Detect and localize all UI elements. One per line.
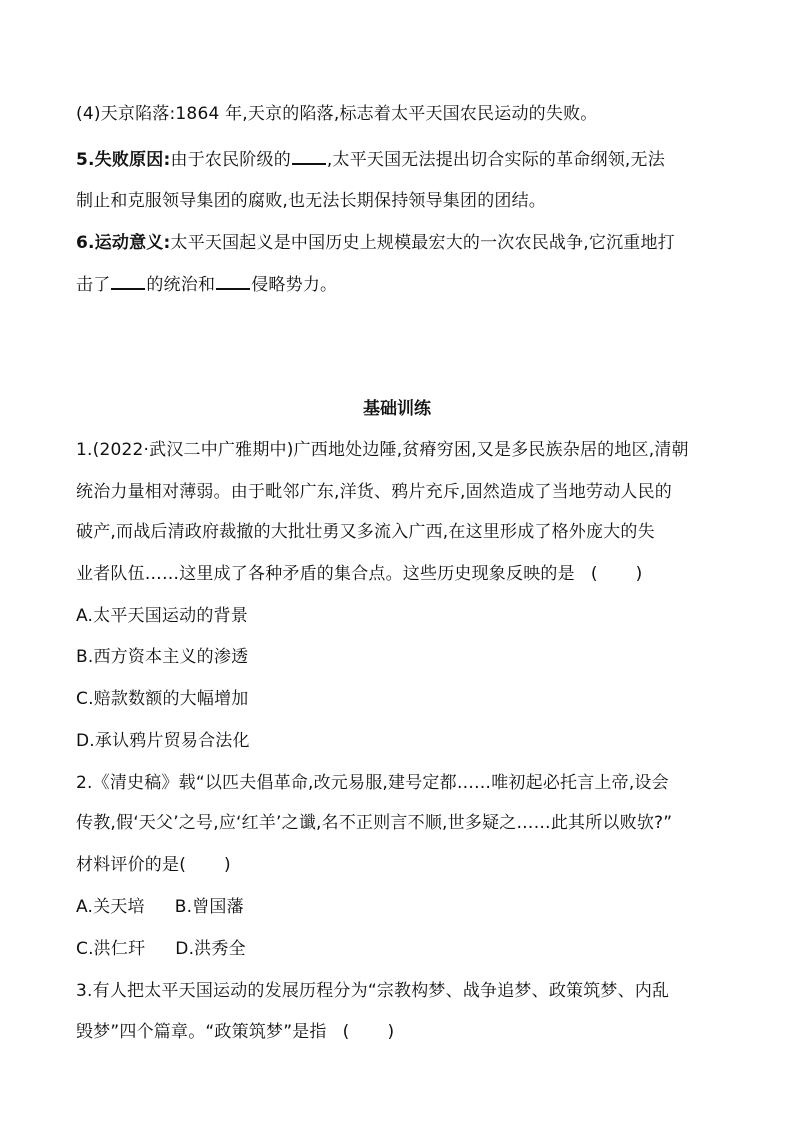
q3-line-2 bbox=[76, 1021, 394, 1043]
item-5-text-a: 由于农民阶级的 bbox=[170, 150, 291, 170]
q1-option-c[interactable]: C.赔款数额的大幅增加 bbox=[76, 689, 249, 709]
q2-option-d[interactable]: D.洪秀全 bbox=[175, 939, 246, 959]
summary-item-5-line-1 bbox=[76, 148, 665, 171]
q3-line-2-text: 毁梦”四个篇章。“政策筑梦”是指 bbox=[76, 1022, 327, 1042]
q1-line-4 bbox=[76, 563, 643, 585]
q2-line-1: 2.《清史稿》载“以匹夫倡革命,改元易服,建号定都……唯初起必托言上帝,设会 bbox=[76, 773, 669, 793]
answer-paren-open: ( bbox=[590, 564, 598, 584]
item-5-text-b: ,太平天国无法提出切合实际的革命纲领,无法 bbox=[326, 150, 665, 170]
answer-paren-open: ( bbox=[342, 1022, 350, 1042]
q2-line-3 bbox=[76, 854, 231, 876]
item-6-text-c2: 侵略势力。 bbox=[251, 275, 338, 295]
answer-blank[interactable] bbox=[111, 273, 145, 290]
q1-line-3: 破产,而战后清政府裁撤的大批壮勇又多流入广西,在这里形成了格外庞大的失 bbox=[76, 522, 655, 542]
q2-option-a[interactable]: A.关天培 bbox=[76, 897, 145, 917]
summary-item-4: (4)天京陷落:1864 年,天京的陷落,标志着太平天国农民运动的失败。 bbox=[76, 104, 598, 124]
answer-paren-close: ) bbox=[635, 564, 643, 584]
q1-option-d[interactable]: D.承认鸦片贸易合法化 bbox=[76, 731, 250, 751]
q2-options-row-1 bbox=[76, 896, 244, 918]
q2-options-row-2 bbox=[76, 938, 246, 960]
summary-item-6-line-2 bbox=[76, 273, 337, 296]
q2-option-c[interactable]: C.洪仁玕 bbox=[76, 939, 146, 959]
item-6-text-a2: 击了 bbox=[76, 275, 111, 295]
q1-option-b[interactable]: B.西方资本主义的渗透 bbox=[76, 647, 249, 667]
answer-blank[interactable] bbox=[292, 148, 326, 165]
q2-line-3-text: 材料评价的是( bbox=[76, 855, 187, 875]
summary-item-6-line-1 bbox=[76, 232, 675, 254]
item-5-label: 5.失败原因: bbox=[76, 150, 171, 170]
q3-line-1: 3.有人把太平天国运动的发展历程分为“宗教构梦、战争追梦、政策筑梦、内乱 bbox=[76, 981, 670, 1001]
answer-paren-close: ) bbox=[224, 855, 231, 875]
q1-line-2: 统治力量相对薄弱。由于毗邻广东,洋货、鸦片充斥,固然造成了当地劳动人民的 bbox=[76, 482, 673, 502]
answer-blank[interactable] bbox=[216, 273, 250, 290]
section-title: 基础训练 bbox=[363, 399, 431, 419]
item-6-label: 6.运动意义: bbox=[76, 233, 171, 253]
q2-option-b[interactable]: B.曾国藩 bbox=[174, 897, 244, 917]
answer-paren-close: ) bbox=[387, 1022, 395, 1042]
q1-option-a[interactable]: A.太平天国运动的背景 bbox=[76, 606, 248, 626]
item-6-text-a: 太平天国起义是中国历史上规模最宏大的一次农民战争,它沉重地打 bbox=[170, 233, 675, 253]
summary-item-5-line-2: 制止和克服领导集团的腐败,也无法长期保持领导集团的团结。 bbox=[76, 191, 547, 211]
q2-line-2: 传教,假‘天父’之号,应‘红羊’之谶,名不正则言不顺,世多疑之……此其所以败欤?” bbox=[76, 813, 673, 833]
q1-line-4-text: 业者队伍……这里成了各种矛盾的集合点。这些历史现象反映的是 bbox=[76, 564, 575, 584]
q1-line-1: 1.(2022·武汉二中广雅期中)广西地处边陲,贫瘠穷困,又是多民族杂居的地区,清朝 bbox=[76, 440, 689, 460]
item-6-text-b2: 的统治和 bbox=[146, 275, 216, 295]
